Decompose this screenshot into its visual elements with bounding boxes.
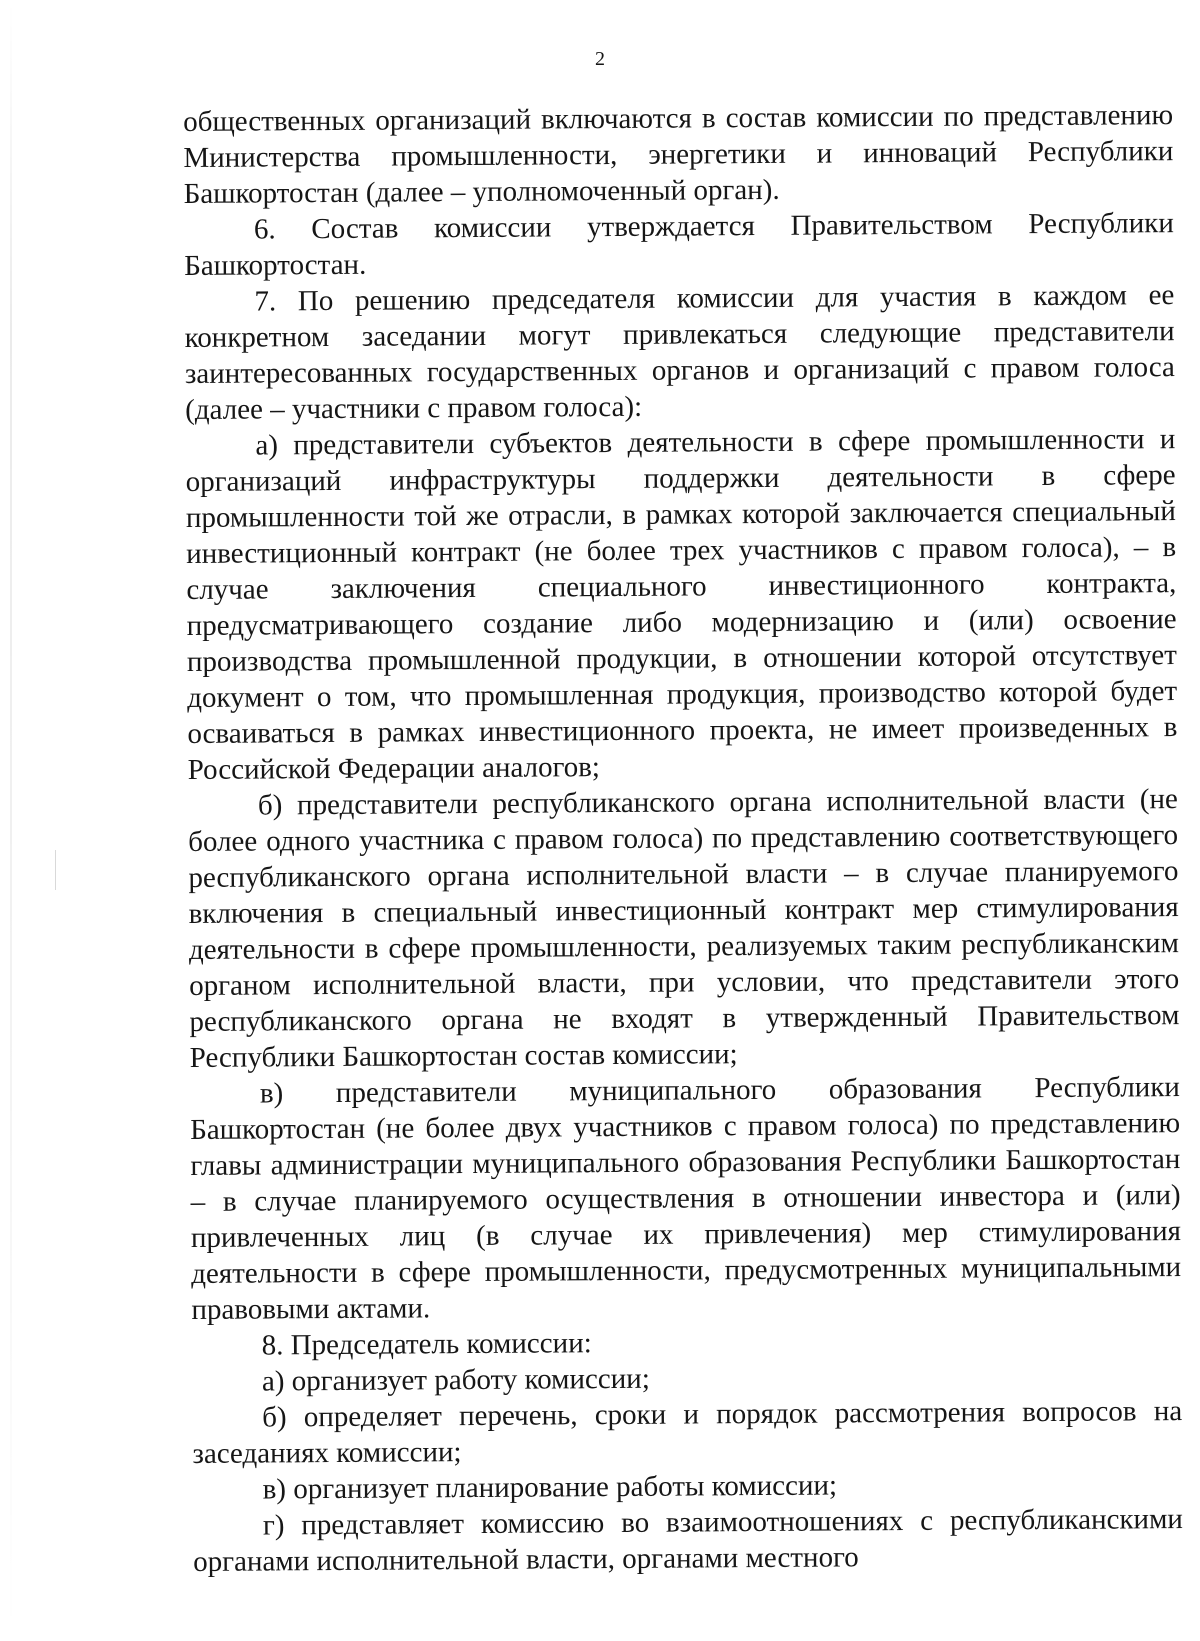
- paragraph-item-8-b: б) определяет перечень, сроки и порядок рассмотрения вопросов на заседаниях комиссии;: [192, 1395, 1183, 1470]
- paragraph-continuation: общественных организаций включаются в состав комиссии по представлению Министерства промышленности, энергетики и инноваций Республики Башкортостан (далее – уполномоченный орган).: [183, 99, 1174, 210]
- page-number: 2: [595, 48, 605, 70]
- paragraph-item-7: 7. По решению председателя комиссии для участия в каждом ее конкретном заседании могут привлекаться следующие представители заинтересованных государственных органов и организаций с правом голоса (далее – участники с правом голоса):: [184, 279, 1175, 426]
- paragraph-item-8-v: в) организует планирование работы комиссии;: [262, 1469, 838, 1506]
- paragraph-item-8-a: а) организует работу комиссии;: [261, 1362, 650, 1398]
- paragraph-subitem-v: в) представители муниципального образования Республики Башкортостан (не более двух участников с правом голоса) по представлению главы администрации муниципального образования Республики Башкортостан – в случае планируемого осуществления в отношении инвестора и (или) привлеченных лиц (в случае их привлечения) мер стимулирования деятельности в сфере промышленности, предусмотренных муниципальными правовыми актами.: [190, 1071, 1182, 1326]
- paragraph-subitem-b: б) представители республиканского органа исполнительной власти (не более одного участника с правом голоса) по представлению соответствующего республиканского органа исполнительной власти – в случае планируемого включения в специальный инвестиционный контракт мер стимулирования деятельности в сфере промышленности, реализуемых таким республиканским органом исполнительной власти, при условии, что представители этого республиканского органа не входят в утвержденный Правительством Республики Башкортостан состав комиссии;: [188, 783, 1180, 1074]
- paragraph-item-8-g: г) представляет комиссию во взаимоотношениях с республиканскими органами исполнительной власти, органами местного: [193, 1503, 1184, 1578]
- scan-edge-shadow: [10, 0, 12, 1641]
- scan-mark: [55, 850, 56, 890]
- paragraph-item-8: 8. Председатель комиссии:: [261, 1327, 592, 1362]
- paragraph-item-6: 6. Состав комиссии утверждается Правительством Республики Башкортостан.: [184, 207, 1174, 282]
- document-body: [183, 97, 1183, 1580]
- paragraph-subitem-a: а) представители субъектов деятельности в сфере промышленности и организаций инфраструктуры поддержки деятельности в сфере промышленности той же отрасли, в рамках которой заключается специальный инвестиционный контракт (не более трех участников с правом голоса), – в случае заключения специального инвестиционного контракта, предусматривающего создание либо модернизацию и (или) освоение производства промышленной продукции, в отношении которой отсутствует документ о том, что промышленная продукция, производство которой будет осваиваться в рамках инвестиционного проекта, не имеет произведенных в Российской Федерации аналогов;: [185, 423, 1178, 786]
